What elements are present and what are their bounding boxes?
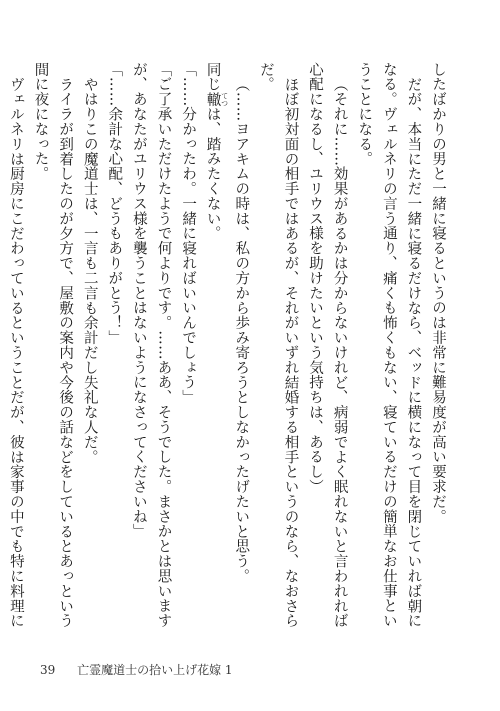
paragraph: （……ヨアキムの時は、私の方から歩み寄ろうとしなかったげたいと思う。 bbox=[233, 76, 250, 584]
paragraph: 「……分かったわ。一緒に寝ればいいんでしょう」 bbox=[180, 62, 197, 405]
paragraph: 「……余計な心配、どうもありがとう！」 bbox=[106, 62, 123, 346]
paragraph bbox=[200, 62, 229, 642]
ruby-base: 轍 bbox=[204, 91, 221, 107]
paragraph: ライラが到着したのが夕方で、屋敷の案内や今後の話などをしているとあっという間に夜になった。 bbox=[32, 62, 74, 628]
paragraph: ほぼ初対面の相手ではあるが、それがいずれ結婚する相手というのなら、なおさらだ。 bbox=[257, 62, 299, 628]
book-title: 亡霊魔道士の拾い上げ花嫁 1 bbox=[77, 663, 233, 677]
paragraph: だが、本当にただ一緒に寝るだけなら、ベッドに横になって目を閉じていれば朝になる。ヴェルネリの言う通り、痛くも怖くもない、寝ているだけの簡単なお仕事ということになる。 bbox=[356, 62, 422, 629]
paragraph: （それに……効果があるかは分からないけれど、病弱でよく眠れないと言われれば心配になるし、ユリウス様を助けたいという気持ちは、あるし） bbox=[307, 62, 348, 628]
page-number: 39 bbox=[40, 663, 56, 677]
paragraph-text: 同じ bbox=[204, 62, 221, 92]
paragraph: やはりこの魔道士は、一言も二言も余計だし失礼な人だ。 bbox=[81, 76, 98, 464]
vertical-text-body bbox=[7, 62, 450, 642]
paragraph: したばかりの男と一緒に寝るというのは非常に難易度が高い要求だ。 bbox=[430, 62, 446, 524]
paragraph-text: は、踏みたくない。 bbox=[204, 106, 221, 241]
paragraph: ヴェルネリは厨房にこだわっているということだが、彼は家事の中でも特に料理に bbox=[7, 76, 24, 628]
paragraph: 「ご了承いただけたようで何よりです。……ああ、そうでした。まさかとは思いますが、あなたがユリウス様を襲うことはないようになさってくださいね」 bbox=[130, 62, 172, 629]
page-footer bbox=[40, 661, 233, 678]
ruby-text: てつ bbox=[220, 91, 229, 107]
ruby-annotation bbox=[204, 91, 229, 107]
